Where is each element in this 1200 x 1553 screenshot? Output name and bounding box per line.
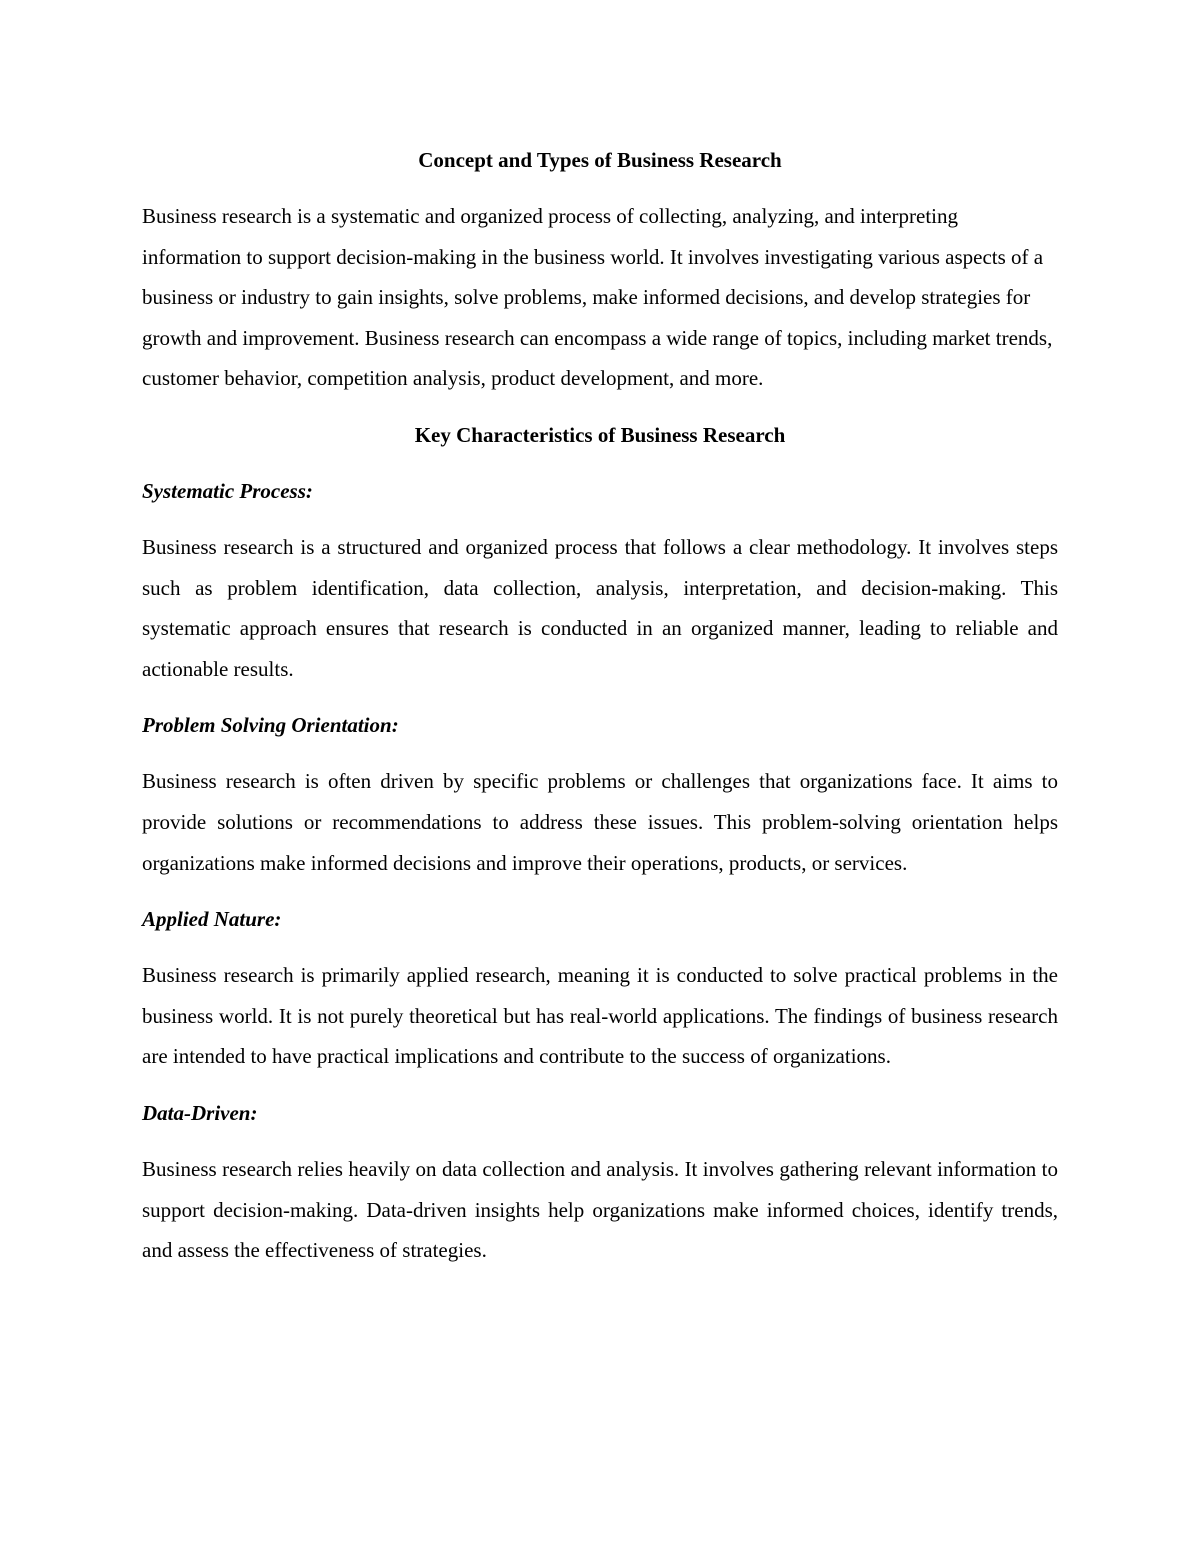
- paragraph-problem-solving-orientation: Business research is often driven by specific problems or challenges that organizations face. It aims to provide solutions or recommendations to address these issues. This problem-solving orientation helps organizations make informed decisions and improve their operations, products, or services.: [142, 769, 1058, 875]
- heading-systematic-process: Systematic Process:: [142, 478, 313, 503]
- section-title: Key Characteristics of Business Research: [414, 422, 786, 447]
- document-page: [142, 140, 1058, 1287]
- paragraph-applied-nature: Business research is primarily applied research, meaning it is conducted to solve practical problems in the business world. It is not purely theoretical but has real-world applications. The findings of business research are intended to have practical implications and contribute to the success of organizations.: [142, 963, 1058, 1069]
- heading-applied-nature: Applied Nature:: [142, 907, 282, 932]
- intro-paragraph: Business research is a systematic and organized process of collecting, analyzing, and interpreting information to support decision-making in the business world. It involves investigating various aspects of a business or industry to gain insights, solve problems, make informed decisions, and develop strategies for growth and improvement. Business research can encompass a wide range of topics, including market trends, customer behavior, competition analysis, product development, and more.: [142, 204, 1053, 391]
- paragraph-data-driven: Business research relies heavily on data collection and analysis. It involves gathering relevant information to support decision-making. Data-driven insights help organizations make informed choices, identify trends, and assess the effectiveness of strategies.: [142, 1156, 1058, 1263]
- heading-data-driven: Data-Driven:: [142, 1100, 258, 1125]
- paragraph-systematic-process: Business research is a structured and organized process that follows a clear methodology. It involves steps such as problem identification, data collection, analysis, interpretation, and decision-making. This systematic approach ensures that research is conducted in an organized manner, leading to reliable and actionable results.: [142, 534, 1058, 681]
- document-title: Concept and Types of Business Research: [418, 148, 782, 172]
- heading-problem-solving-orientation: Problem Solving Orientation:: [142, 713, 399, 738]
